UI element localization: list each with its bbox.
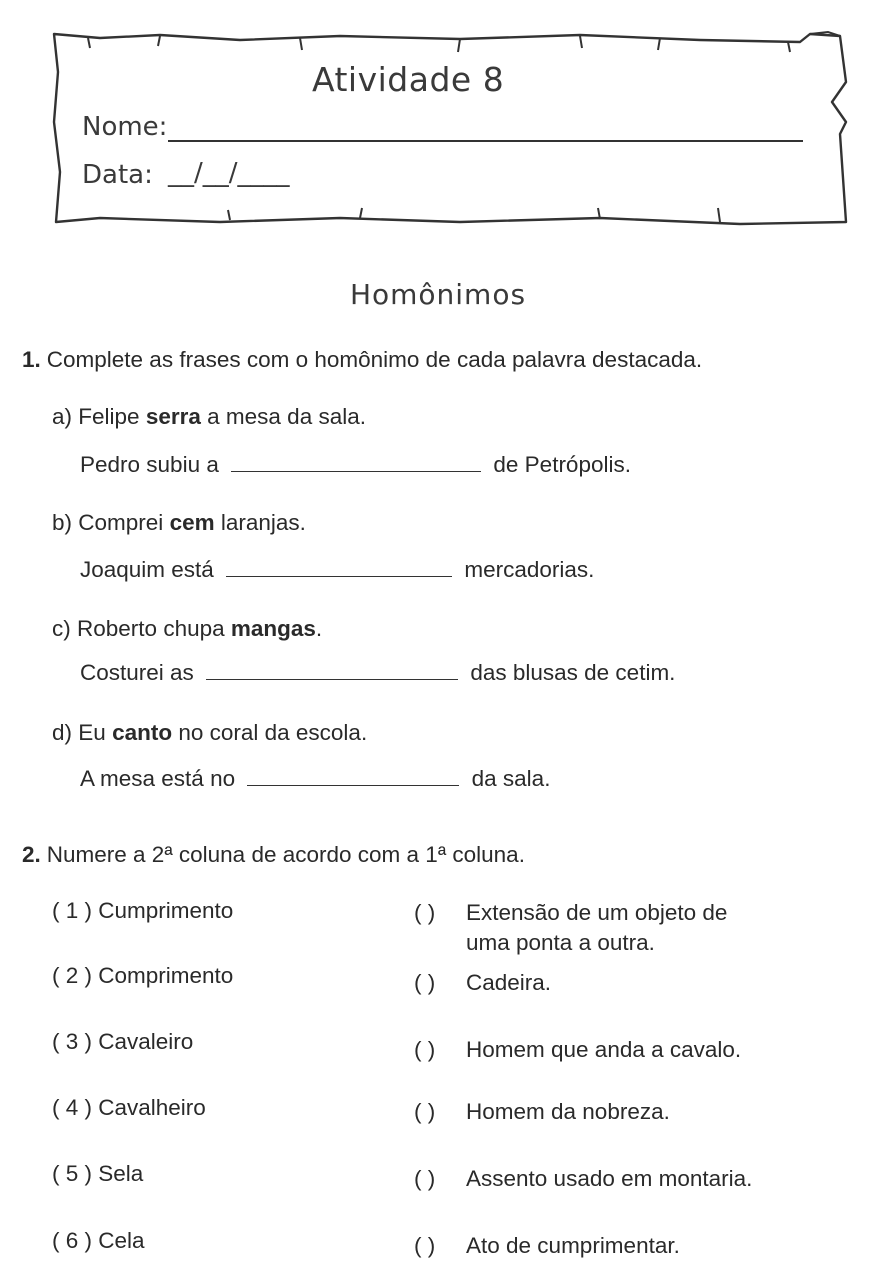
fill-pre: Pedro subiu a (80, 452, 219, 477)
fill-post: de Petrópolis. (493, 452, 631, 477)
q1-item-a-fill (80, 452, 631, 478)
left-column-item: ( 1 ) Cumprimento (52, 898, 234, 923)
left-column-item: ( 6 ) Cela (52, 1228, 145, 1253)
answer-parenthesis[interactable]: ( ) (414, 970, 436, 995)
answer-blank[interactable] (206, 662, 458, 680)
right-item-text: Cadeira. (466, 970, 552, 995)
sentence-post: a mesa da sala. (200, 404, 366, 429)
question-2-number: 2. (22, 842, 41, 867)
left-column-item: ( 5 ) Sela (52, 1161, 144, 1186)
sentence-post: laranjas. (214, 510, 306, 535)
q1-item-a-sentence (52, 404, 366, 430)
fill-pre: Joaquim está (80, 557, 214, 582)
answer-blank[interactable] (231, 454, 481, 472)
right-column-item (414, 1035, 741, 1065)
q1-item-c-fill (80, 660, 675, 686)
answer-parenthesis[interactable]: ( ) (414, 1166, 436, 1191)
left-column-item: ( 3 ) Cavaleiro (52, 1029, 194, 1054)
highlighted-word: mangas (230, 616, 316, 641)
name-label: Nome: (82, 112, 168, 142)
answer-parenthesis[interactable]: ( ) (414, 1233, 436, 1258)
date-input-blanks[interactable]: __/__/____ (168, 158, 290, 188)
answer-parenthesis[interactable]: ( ) (414, 1099, 436, 1124)
item-letter: d) (52, 720, 73, 745)
fill-post: da sala. (471, 766, 551, 791)
date-label: Data: (82, 160, 153, 190)
right-item-text: Extensão de um objeto de (466, 900, 728, 925)
sentence-pre: Roberto chupa (77, 616, 231, 641)
right-item-text: Ato de cumprimentar. (466, 1233, 680, 1258)
fill-post: das blusas de cetim. (470, 660, 676, 685)
section-title: Homônimos (349, 278, 527, 311)
sentence-pre: Comprei (78, 510, 170, 535)
fill-pre: A mesa está no (80, 766, 236, 791)
sentence-post: . (315, 616, 323, 641)
item-letter: a) (52, 404, 73, 429)
highlighted-word: canto (112, 720, 173, 745)
question-2-prompt: Numere a 2ª coluna de acordo com a 1ª coluna. (46, 842, 525, 867)
activity-title: Atividade 8 (312, 60, 505, 99)
fill-post: mercadorias. (464, 557, 595, 582)
left-column-item: ( 2 ) Comprimento (52, 963, 234, 988)
q1-item-b-fill (80, 557, 594, 583)
question-1-prompt: Complete as frases com o homônimo de cada palavra destacada. (46, 347, 703, 372)
right-column-item (414, 1097, 670, 1127)
right-column-item (414, 968, 551, 998)
answer-parenthesis[interactable]: ( ) (414, 1037, 436, 1062)
right-item-text: Homem da nobreza. (466, 1099, 670, 1124)
fill-pre: Costurei as (80, 660, 194, 685)
item-letter: c) (52, 616, 71, 641)
q1-item-d-fill (80, 766, 550, 792)
answer-blank[interactable] (247, 768, 459, 786)
right-column-item (414, 1164, 752, 1194)
sentence-pre: Eu (78, 720, 113, 745)
right-item-text: Assento usado em montaria. (466, 1166, 753, 1191)
right-item-text: Homem que anda a cavalo. (466, 1037, 742, 1062)
highlighted-word: serra (145, 404, 201, 429)
q1-item-b-sentence (52, 510, 306, 536)
highlighted-word: cem (169, 510, 215, 535)
answer-blank[interactable] (226, 559, 452, 577)
sentence-pre: Felipe (78, 404, 146, 429)
name-input-line[interactable] (168, 140, 803, 142)
q1-item-d-sentence (52, 720, 367, 746)
right-column-item (414, 1231, 680, 1261)
sentence-post: no coral da escola. (172, 720, 368, 745)
answer-parenthesis[interactable]: ( ) (414, 900, 436, 925)
left-column-item: ( 4 ) Cavalheiro (52, 1095, 206, 1120)
question-1-number: 1. (22, 347, 41, 372)
question-1-heading (22, 347, 702, 373)
right-column-item (414, 898, 727, 958)
item-letter: b) (52, 510, 73, 535)
right-item-text-line2: uma ponta a outra. (466, 930, 655, 955)
question-2-heading (22, 842, 525, 868)
q1-item-c-sentence (52, 616, 322, 642)
